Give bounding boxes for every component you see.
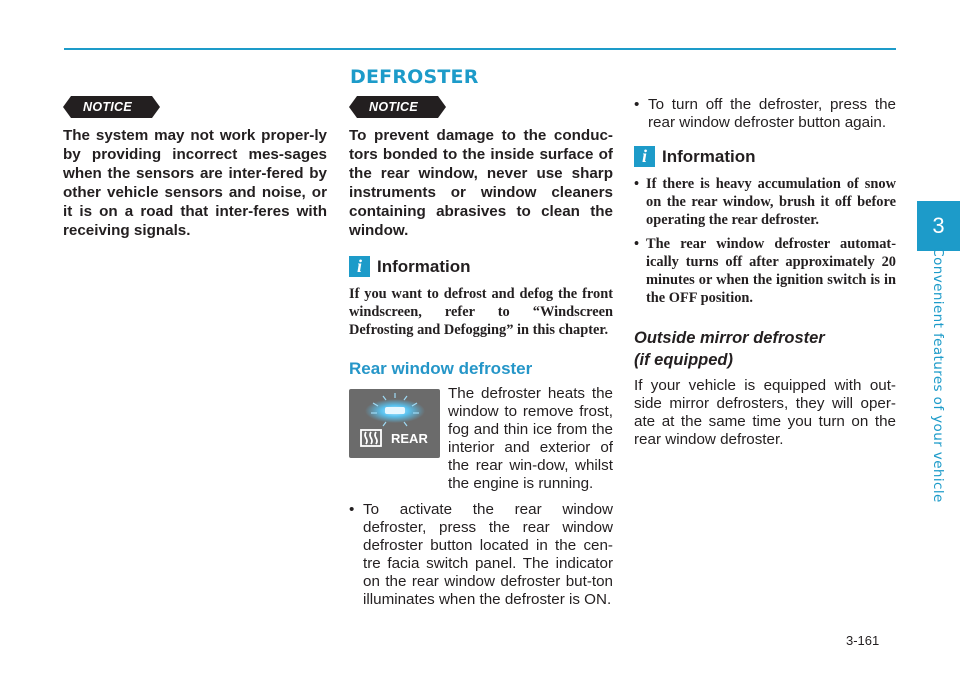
column-right bbox=[634, 96, 896, 449]
rear-window-heading: Rear window defroster bbox=[349, 359, 533, 378]
information-heading bbox=[349, 256, 613, 277]
column-left bbox=[63, 96, 327, 240]
rear-button-label: REAR bbox=[391, 431, 428, 446]
information-text: If you want to defrost and defog the front windscreen, refer to “Windscreen Defrosting and Defogging” in this chapter. bbox=[349, 286, 613, 338]
notice-text: To prevent damage to the conduc-tors bonded to the inside surface of the rear window, never use sharp instruments or window cleaners containing abrasives to clean the window. bbox=[349, 127, 613, 239]
rear-defroster-description: The defroster heats the window to remove frost, fog and thin ice from the interior and exterior of the rear win-dow, whilst the engine is running. bbox=[448, 385, 613, 492]
info-icon: i bbox=[349, 256, 370, 277]
notice-badge: NOTICE bbox=[357, 96, 438, 118]
information-bullet: • The rear window defroster automat-ically turns off after approximately 20 minutes or when the ignition switch is in the OFF position. bbox=[634, 235, 896, 307]
information-title: Information bbox=[662, 146, 756, 166]
information-heading bbox=[634, 146, 896, 167]
chapter-tab: 3 bbox=[917, 201, 960, 251]
section-title: DEFROSTER bbox=[350, 66, 479, 88]
header-rule bbox=[64, 48, 896, 50]
notice-text: The system may not work proper-ly by providing incorrect mes-sages when the sensors are inter-fered by other vehicle sensors and noise, or it is on a road that inter-feres with receiving signals. bbox=[63, 127, 327, 239]
bullet-item: • To turn off the defroster, press the rear window defroster button again. bbox=[634, 96, 896, 132]
information-title: Information bbox=[377, 256, 471, 276]
rear-defroster-button-image bbox=[349, 389, 440, 458]
information-bullet: • If there is heavy accumulation of snow on the rear window, brush it off before operating the rear defroster. bbox=[634, 175, 896, 229]
notice-badge: NOTICE bbox=[71, 96, 152, 118]
mirror-defroster-heading bbox=[634, 327, 896, 371]
chapter-title: Convenient features of your vehicle bbox=[930, 247, 946, 503]
mirror-heading-line1: Outside mirror defroster bbox=[634, 329, 825, 347]
mirror-defroster-text: If your vehicle is equipped with out-side mirror defrosters, they will oper-ate at the same time you turn on the rear window defroster. bbox=[634, 377, 896, 448]
rear-defroster-block bbox=[349, 385, 613, 493]
column-middle bbox=[349, 96, 613, 609]
info-icon: i bbox=[634, 146, 655, 167]
defroster-glow-icon bbox=[349, 389, 440, 458]
page-number: 3-161 bbox=[846, 633, 880, 648]
mirror-heading-line2: (if equipped) bbox=[634, 351, 733, 369]
bullet-item: • To activate the rear window defroster, press the rear window defroster button located in the cen-tre facia switch panel. The indicator on the rear window defroster but-ton illuminates when the defroster is ON. bbox=[349, 501, 613, 609]
